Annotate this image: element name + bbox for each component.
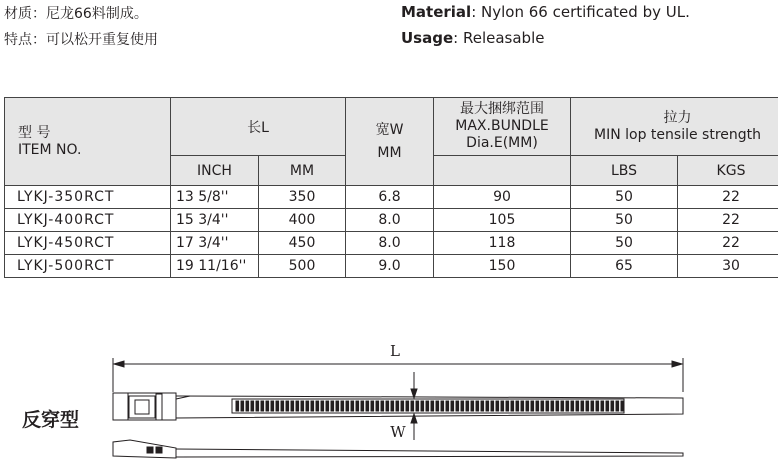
table-row: [5, 255, 778, 278]
serration-tooth: [621, 401, 624, 411]
serration-tooth: [606, 401, 609, 411]
serration-tooth: [471, 401, 474, 411]
lbs-cell: 65: [571, 255, 678, 278]
cable-tie-diagram: [0, 330, 778, 463]
width-cell: 8.0: [346, 232, 434, 255]
lbs-cell: 50: [571, 232, 678, 255]
serration-tooth: [266, 401, 269, 411]
tie-head-clip: [156, 394, 162, 420]
serration-tooth: [496, 401, 499, 411]
inch-cell: 13 5/8'': [171, 186, 259, 209]
length-arrow-left: [114, 361, 124, 367]
kgs-cell: 22: [678, 232, 778, 255]
serration-tooth: [356, 401, 359, 411]
tie-head-window: [129, 396, 155, 418]
kgs-cell: 22: [678, 186, 778, 209]
serration-tooth: [501, 401, 504, 411]
serration-tooth: [316, 401, 319, 411]
kgs-cell: 30: [678, 255, 778, 278]
side-view-strap: [176, 449, 683, 457]
serration-tooth: [546, 401, 549, 411]
item-cell: LYKJ-500RCT: [5, 255, 171, 278]
length-label: L: [390, 342, 400, 360]
serration-tooth: [506, 401, 509, 411]
tensile-header-cn: 拉力: [663, 109, 692, 126]
bundle-subheader-blank: [434, 156, 571, 186]
serration-tooth: [371, 401, 374, 411]
serration-tooth: [516, 401, 519, 411]
side-view-head: [113, 440, 176, 458]
serration-tooth: [461, 401, 464, 411]
serration-tooth: [521, 401, 524, 411]
bundle-cell: 150: [434, 255, 571, 278]
serration-tooth: [286, 401, 289, 411]
serration-tooth: [261, 401, 264, 411]
serration-tooth: [451, 401, 454, 411]
inch-cell: 17 3/4'': [171, 232, 259, 255]
mm-cell: 350: [259, 186, 346, 209]
serration-tooth: [236, 401, 239, 411]
mm-cell: 450: [259, 232, 346, 255]
tensile-column-header: [571, 98, 778, 156]
side-view-mark-1: [147, 447, 153, 453]
item-column-header: [5, 98, 171, 186]
width-cell: 9.0: [346, 255, 434, 278]
type-label: 反穿型: [22, 409, 80, 431]
serration-tooth: [336, 401, 339, 411]
serration-tooth: [406, 401, 409, 411]
serration-tooth: [466, 401, 469, 411]
item-cell: LYKJ-450RCT: [5, 232, 171, 255]
table-row: [5, 232, 778, 255]
serration-tooth: [436, 401, 439, 411]
serration-tooth: [416, 401, 419, 411]
serration-tooth: [476, 401, 479, 411]
serration-tooth: [381, 401, 384, 411]
serration-tooth: [426, 401, 429, 411]
side-view-mark-2: [156, 447, 162, 453]
serration-tooth: [306, 401, 309, 411]
inch-subheader: INCH: [171, 156, 259, 186]
material-en: [401, 3, 690, 21]
serration-tooth: [401, 401, 404, 411]
material-label: Material: [401, 3, 472, 21]
serration-tooth: [386, 401, 389, 411]
serration-tooth: [601, 401, 604, 411]
kgs-cell: 22: [678, 209, 778, 232]
usage-label: Usage: [401, 29, 454, 47]
tie-head-outline: [113, 393, 176, 420]
tie-head-left: [113, 393, 128, 420]
serration-tooth: [376, 401, 379, 411]
usage-cn: 特点：可以松开重复使用: [4, 32, 158, 48]
serration-tooth: [586, 401, 589, 411]
bundle-header-en1: MAX.BUNDLE: [455, 118, 549, 134]
serration-tooth: [596, 401, 599, 411]
serration-tooth: [341, 401, 344, 411]
mm-cell: 400: [259, 209, 346, 232]
bundle-header-cn: 最大捆绑范围: [460, 101, 544, 117]
tensile-header-en: MIN lop tensile strength: [594, 126, 762, 143]
length-column-header: 长L: [171, 98, 346, 156]
bundle-cell: 90: [434, 186, 571, 209]
lbs-cell: 50: [571, 209, 678, 232]
serration-tooth: [291, 401, 294, 411]
bundle-cell: 105: [434, 209, 571, 232]
serration-tooth: [331, 401, 334, 411]
serration-tooth: [531, 401, 534, 411]
bundle-cell: 118: [434, 232, 571, 255]
table-row: [5, 209, 778, 232]
tie-head-pawl: [135, 400, 149, 414]
serration-tooth: [301, 401, 304, 411]
serration-tooth: [611, 401, 614, 411]
serration-tooth: [326, 401, 329, 411]
width-header-unit: MM: [377, 144, 402, 161]
serration-tooth: [591, 401, 594, 411]
serration-tooth: [276, 401, 279, 411]
serration-tooth: [311, 401, 314, 411]
serration-tooth: [396, 401, 399, 411]
serration-tooth: [321, 401, 324, 411]
kgs-subheader: KGS: [678, 156, 778, 186]
width-cell: 6.8: [346, 186, 434, 209]
serration-tooth: [361, 401, 364, 411]
mm-cell: 500: [259, 255, 346, 278]
serration-tooth: [551, 401, 554, 411]
serration-tooth: [441, 401, 444, 411]
serration-tooth: [351, 401, 354, 411]
bundle-header-en2: Dia.E(MM): [466, 135, 538, 151]
width-header-cn: 宽W: [375, 121, 404, 138]
tie-serrations: [232, 399, 624, 413]
serration-tooth: [256, 401, 259, 411]
serration-tooth: [346, 401, 349, 411]
lbs-subheader: LBS: [571, 156, 678, 186]
serration-tooth: [526, 401, 529, 411]
serration-tooth: [446, 401, 449, 411]
lbs-cell: 50: [571, 186, 678, 209]
serration-tooth: [576, 401, 579, 411]
serration-tooth: [541, 401, 544, 411]
serration-tooth: [296, 401, 299, 411]
serration-tooth: [491, 401, 494, 411]
usage-value: : Releasable: [453, 29, 545, 47]
inch-cell: 15 3/4'': [171, 209, 259, 232]
serration-tooth: [581, 401, 584, 411]
serration-tooth: [571, 401, 574, 411]
serration-tooth: [536, 401, 539, 411]
serration-tooth: [511, 401, 514, 411]
spec-table: [4, 97, 778, 278]
item-header-cn: 型 号: [18, 124, 51, 141]
serration-tooth: [431, 401, 434, 411]
serration-tooth: [556, 401, 559, 411]
serration-tooth: [246, 401, 249, 411]
serration-tooth: [486, 401, 489, 411]
inch-cell: 19 11/16'': [171, 255, 259, 278]
serration-tooth: [271, 401, 274, 411]
width-column-header: [346, 98, 434, 186]
serration-tooth: [366, 401, 369, 411]
serration-tooth: [561, 401, 564, 411]
serration-tooth: [411, 401, 414, 411]
serration-tooth: [281, 401, 284, 411]
length-arrow-right: [672, 361, 682, 367]
width-arrow-bottom: [411, 414, 417, 423]
serration-tooth: [566, 401, 569, 411]
table-row: [5, 186, 778, 209]
item-header-en: ITEM NO.: [18, 141, 82, 158]
serration-tooth: [241, 401, 244, 411]
mm-subheader: MM: [259, 156, 346, 186]
serration-tooth: [251, 401, 254, 411]
width-cell: 8.0: [346, 209, 434, 232]
material-value: : Nylon 66 certificated by UL.: [471, 3, 690, 21]
bundle-column-header: [434, 98, 571, 156]
item-cell: LYKJ-400RCT: [5, 209, 171, 232]
material-cn: 材质：尼龙66料制成。: [4, 6, 148, 22]
serration-tooth: [481, 401, 484, 411]
usage-en: [401, 29, 544, 47]
serration-tooth: [616, 401, 619, 411]
width-label: W: [390, 423, 406, 441]
item-cell: LYKJ-350RCT: [5, 186, 171, 209]
serration-tooth: [456, 401, 459, 411]
serration-tooth: [391, 401, 394, 411]
serration-tooth: [421, 401, 424, 411]
